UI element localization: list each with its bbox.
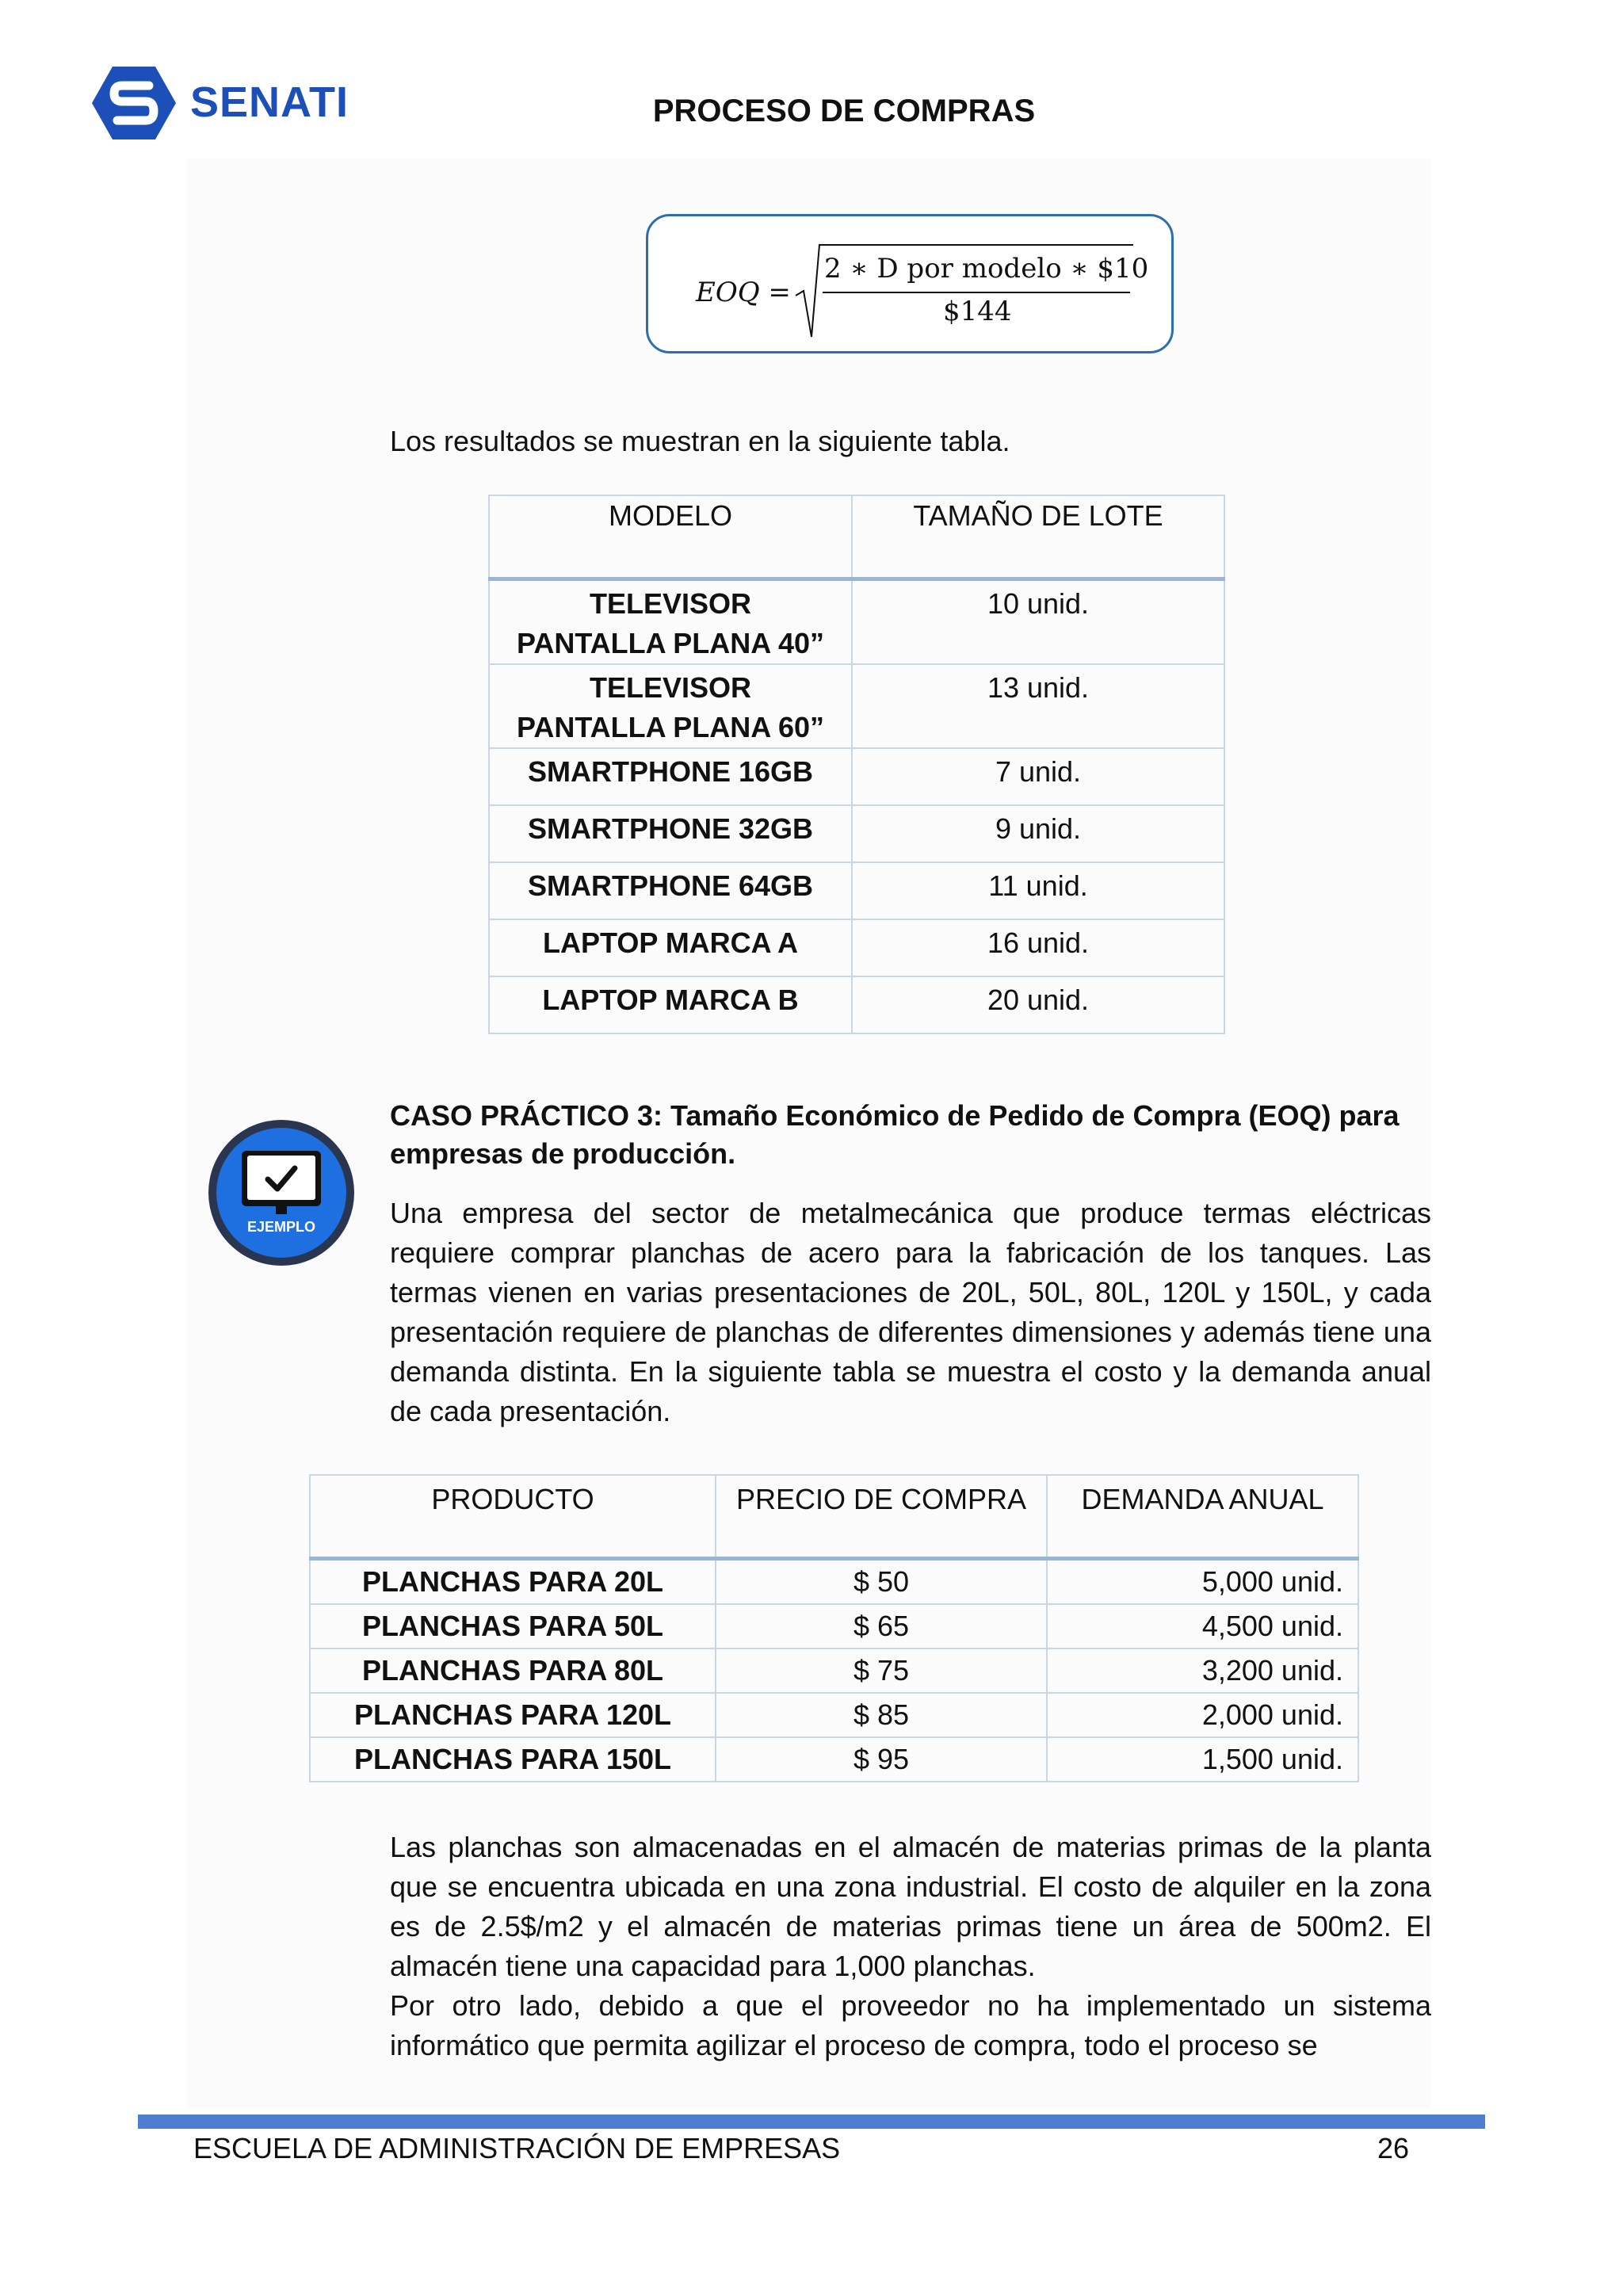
formula-denominator: $144 <box>943 296 1012 327</box>
lot-size-cell: 13 unid. <box>852 664 1224 748</box>
square-root-icon <box>648 216 1176 356</box>
price-cell: $ 85 <box>716 1693 1047 1737</box>
model-name-line: TELEVISOR <box>589 671 752 704</box>
eoq-formula-box <box>646 214 1174 353</box>
lot-size-cell: 10 unid. <box>852 579 1224 665</box>
warehouse-paragraph: Las planchas son almacenadas en el almacén de materias primas de la planta que se encuentra ubicada en una zona industrial. El costo de alquiler en la zona es de 2.5$/m2 y el almacén de materias primas tiene un área de 500m2. El almacén tiene una capacidad para 1,000 planchas. <box>390 1831 1431 1982</box>
page-title: PROCESO DE COMPRAS <box>652 94 1036 128</box>
model-cell <box>489 579 852 665</box>
logo-text: SENATI <box>190 78 349 126</box>
column-header: DEMANDA ANUAL <box>1047 1475 1358 1559</box>
table-row <box>310 1604 1358 1648</box>
product-cell: PLANCHAS PARA 80L <box>310 1648 716 1693</box>
demand-cell: 4,500 unid. <box>1047 1604 1358 1648</box>
table-row <box>489 919 1224 976</box>
demand-cell: 5,000 unid. <box>1047 1559 1358 1605</box>
page-number: 26 <box>1377 2132 1410 2164</box>
formula-numerator: 2 ∗ D por modelo ∗ $10 <box>824 253 1149 285</box>
model-name-line: PANTALLA PLANA 40” <box>516 627 824 659</box>
product-cell: PLANCHAS PARA 150L <box>310 1737 716 1782</box>
table-row <box>310 1693 1358 1737</box>
product-cell: PLANCHAS PARA 20L <box>310 1559 716 1605</box>
footer-school: ESCUELA DE ADMINISTRACIÓN DE EMPRESAS <box>193 2132 841 2164</box>
column-header: PRECIO DE COMPRA <box>716 1475 1047 1559</box>
footer-bar <box>138 2115 1485 2129</box>
intro-text: Los resultados se muestran en la siguiente tabla. <box>390 425 1010 457</box>
price-cell: $ 50 <box>716 1559 1047 1605</box>
column-header: PRODUCTO <box>310 1475 716 1559</box>
price-cell: $ 95 <box>716 1737 1047 1782</box>
lot-size-cell: 9 unid. <box>852 805 1224 862</box>
table-row <box>310 1648 1358 1693</box>
column-header: TAMAÑO DE LOTE <box>852 495 1224 579</box>
model-cell: LAPTOP MARCA A <box>489 919 852 976</box>
lot-size-cell: 20 unid. <box>852 976 1224 1033</box>
table-row <box>489 748 1224 805</box>
model-name-line: TELEVISOR <box>589 587 752 620</box>
model-cell: LAPTOP MARCA B <box>489 976 852 1033</box>
table-row <box>489 862 1224 919</box>
column-header: MODELO <box>489 495 852 579</box>
table-header-row <box>310 1475 1358 1559</box>
table-row <box>489 579 1224 665</box>
supplier-paragraph: Por otro lado, debido a que el proveedor no ha implementado un sistema informático que permita agilizar el proceso de compra, todo el proceso se <box>390 1989 1431 2061</box>
model-cell: SMARTPHONE 16GB <box>489 748 852 805</box>
table-row <box>489 664 1224 748</box>
product-cell: PLANCHAS PARA 50L <box>310 1604 716 1648</box>
lot-size-table <box>488 495 1225 1034</box>
table-header-row <box>489 495 1224 579</box>
example-label: EJEMPLO <box>246 1219 316 1235</box>
case-title: CASO PRÁCTICO 3: Tamaño Económico de Pedido de Compra (EOQ) para empresas de producción. <box>390 1099 1400 1170</box>
formula-lhs: EOQ = <box>696 277 791 308</box>
demand-cell: 3,200 unid. <box>1047 1648 1358 1693</box>
table-row <box>489 976 1224 1033</box>
price-cell: $ 75 <box>716 1648 1047 1693</box>
price-cell: $ 65 <box>716 1604 1047 1648</box>
example-monitor-icon <box>206 1117 357 1268</box>
demand-cell: 1,500 unid. <box>1047 1737 1358 1782</box>
table-row <box>489 805 1224 862</box>
model-cell: SMARTPHONE 64GB <box>489 862 852 919</box>
product-demand-table <box>309 1474 1359 1782</box>
table-row <box>310 1737 1358 1782</box>
model-cell <box>489 664 852 748</box>
lot-size-cell: 7 unid. <box>852 748 1224 805</box>
lot-size-cell: 11 unid. <box>852 862 1224 919</box>
case-body: Una empresa del sector de metalmecánica que produce termas eléctricas requiere comprar planchas de acero para la fabricación de los tanques. Las termas vienen en varias presentaciones de 20L, 50L, 80L, 120L y 150L, y cada presentación requiere de planchas de diferentes dimensiones y además tiene una demanda distinta. En la siguiente tabla se muestra el costo y la demanda anual de cada presentación. <box>390 1197 1431 1427</box>
model-cell: SMARTPHONE 32GB <box>489 805 852 862</box>
model-name-line: PANTALLA PLANA 60” <box>516 711 824 743</box>
table-row <box>310 1559 1358 1605</box>
lot-size-cell: 16 unid. <box>852 919 1224 976</box>
demand-cell: 2,000 unid. <box>1047 1693 1358 1737</box>
monitor-check-icon <box>206 1117 357 1268</box>
product-cell: PLANCHAS PARA 120L <box>310 1693 716 1737</box>
